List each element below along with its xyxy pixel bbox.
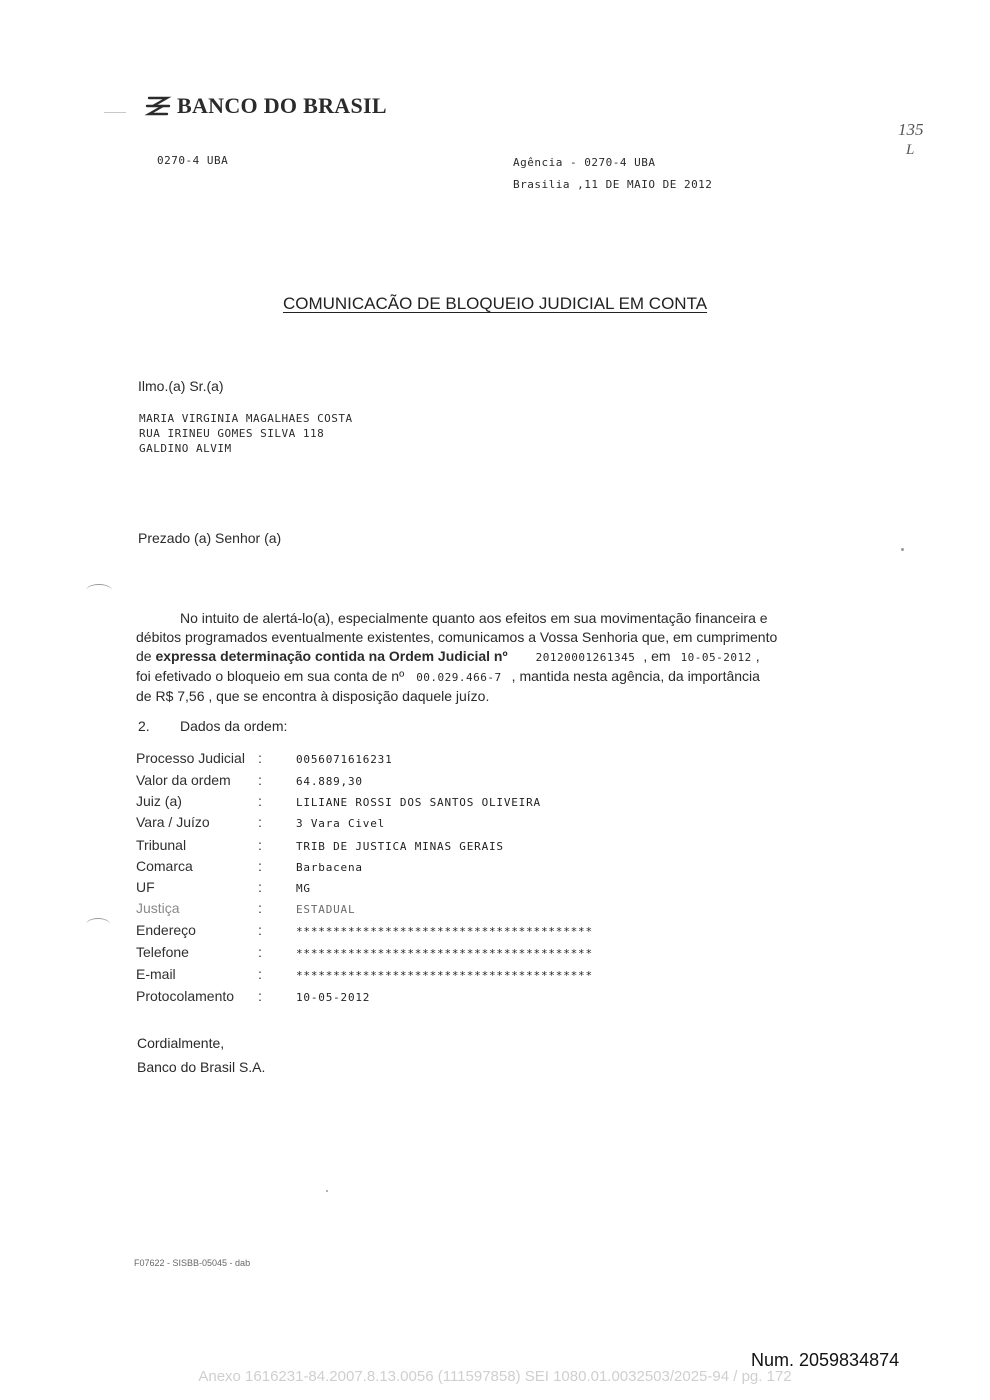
field-label: Endereço: [136, 922, 196, 938]
paragraph-line-1: No intuito de alertá-lo(a), especialmente quanto aos efeitos em sua movimentação financeira e: [180, 610, 768, 626]
account-number: 00.029.466-7: [416, 671, 502, 684]
field-label: E-mail: [136, 966, 176, 982]
handwritten-page-number: 135: [898, 120, 924, 139]
field-value: LILIANE ROSSI DOS SANTOS OLIVEIRA: [296, 796, 541, 809]
scan-speck: [326, 1190, 328, 1192]
bank-logo: [143, 92, 387, 120]
bank-logo-icon: [143, 92, 173, 120]
field-label: Justiça: [136, 900, 180, 916]
field-value: 0056071616231: [296, 753, 393, 766]
field-label: Valor da ordem: [136, 772, 231, 788]
order-number: 20120001261345: [535, 651, 636, 664]
annex-footer: Anexo 1616231-84.2007.8.13.0056 (111597858) SEI 1080.01.0032503/2025-94 / pg. 172: [198, 1368, 792, 1385]
field-value: 64.889,30: [296, 775, 363, 788]
field-label: Processo Judicial: [136, 750, 245, 766]
document-title: COMUNICACÃO DE BLOQUEIO JUDICIAL EM CONTA: [282, 294, 708, 313]
greeting: Prezado (a) Senhor (a): [138, 530, 282, 546]
handwritten-mark: L: [906, 142, 915, 158]
field-value: ****************************************: [296, 925, 593, 938]
scan-speck: [901, 548, 904, 551]
date-line: Brasilia ,11 DE MAIO DE 2012: [513, 178, 713, 191]
field-label: Telefone: [136, 944, 189, 960]
order-reference-text: expressa determinação contida na Ordem Judicial nº: [155, 648, 508, 664]
salutation: Ilmo.(a) Sr.(a): [138, 378, 224, 394]
paragraph-line-3: de expressa determinação contida na Ordem Judicial nº 20120001261345 , em 10-05-2012 ,: [136, 648, 760, 664]
paragraph-line-4: foi efetivado o bloqueio em sua conta de nº 00.029.466-7 , mantida nesta agência, da importância: [136, 668, 760, 684]
field-label: Vara / Juízo: [136, 814, 210, 830]
paragraph-line-2: débitos programados eventualmente existentes, comunicamos a Vossa Senhoria que, em cumprimento: [136, 629, 778, 645]
section-number: 2.: [138, 718, 150, 734]
signature: Banco do Brasil S.A.: [137, 1059, 266, 1075]
field-value: Barbacena: [296, 861, 363, 874]
field-value: 3 Vara Civel: [296, 817, 386, 830]
addressee-street: RUA IRINEU GOMES SILVA 118: [139, 427, 325, 440]
section-heading: Dados da ordem:: [180, 718, 288, 734]
scan-mark: [86, 584, 112, 597]
field-value: TRIB DE JUSTICA MINAS GERAIS: [296, 840, 504, 853]
field-value: ESTADUAL: [296, 903, 356, 916]
agency-code: 0270-4 UBA: [157, 154, 229, 167]
addressee-city: GALDINO ALVIM: [139, 442, 232, 455]
field-label: Comarca: [136, 858, 193, 874]
field-label: UF: [136, 879, 155, 895]
paragraph-line-5: de R$ 7,56 , que se encontra à disposição daquele juízo.: [136, 688, 490, 704]
field-label: Juiz (a): [136, 793, 182, 809]
field-value: ****************************************: [296, 969, 593, 982]
field-value: MG: [296, 882, 311, 895]
field-value: 10-05-2012: [296, 991, 371, 1004]
field-label: Protocolamento: [136, 988, 235, 1004]
field-label: Tribunal: [136, 837, 187, 853]
document-number: Num. 2059834874: [751, 1350, 900, 1370]
field-value: ****************************************: [296, 947, 593, 960]
scan-speck: [104, 112, 126, 113]
closing: Cordialmente,: [137, 1035, 225, 1051]
notice-paragraph: [136, 609, 842, 706]
addressee-name: MARIA VIRGINIA MAGALHAES COSTA: [139, 412, 353, 425]
form-code: F07622 - SISBB-05045 - dab: [134, 1258, 251, 1268]
bank-name: BANCO DO BRASIL: [177, 93, 387, 118]
scan-mark: [86, 918, 110, 931]
order-date: 10-05-2012: [680, 651, 752, 664]
agency-line: Agência - 0270-4 UBA: [513, 156, 656, 169]
